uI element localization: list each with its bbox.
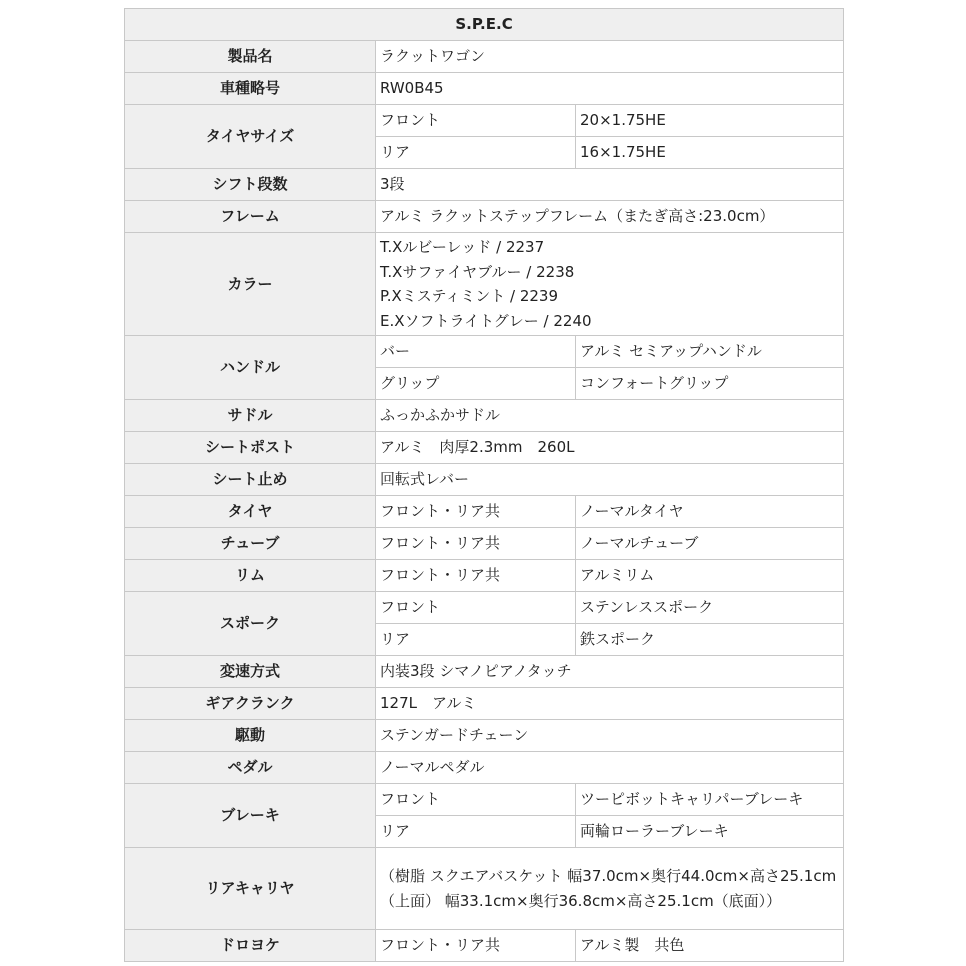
tire-size-label: タイヤサイズ xyxy=(125,105,376,169)
rim-position: フロント・リア共 xyxy=(376,560,576,592)
tire-size-front-label: フロント xyxy=(376,105,576,137)
mudguard-position: フロント・リア共 xyxy=(376,930,576,962)
crank-value: 127L アルミ xyxy=(376,688,844,720)
pedal-label: ペダル xyxy=(125,752,376,784)
gear-system-label: 変速方式 xyxy=(125,656,376,688)
table-row xyxy=(125,400,844,432)
tire-size-rear-value: 16×1.75HE xyxy=(576,137,844,169)
product-name-label: 製品名 xyxy=(125,41,376,73)
tire-size-front-value: 20×1.75HE xyxy=(576,105,844,137)
seat-clamp-label: シート止め xyxy=(125,464,376,496)
table-row xyxy=(125,720,844,752)
table-row xyxy=(125,496,844,528)
table-row xyxy=(125,592,844,624)
brake-label: ブレーキ xyxy=(125,784,376,848)
table-row xyxy=(125,41,844,73)
brake-rear-value: 両輪ローラーブレーキ xyxy=(576,816,844,848)
table-title: S.P.E.C xyxy=(125,9,844,41)
brake-front-value: ツーピボットキャリパーブレーキ xyxy=(576,784,844,816)
shift-label: シフト段数 xyxy=(125,169,376,201)
tire-label: タイヤ xyxy=(125,496,376,528)
spoke-label: スポーク xyxy=(125,592,376,656)
table-row xyxy=(125,336,844,368)
handle-label: ハンドル xyxy=(125,336,376,400)
model-code-label: 車種略号 xyxy=(125,73,376,105)
table-row xyxy=(125,73,844,105)
spoke-rear-label: リア xyxy=(376,624,576,656)
drive-value: ステンガードチェーン xyxy=(376,720,844,752)
seatpost-value: アルミ 肉厚2.3mm 260L xyxy=(376,432,844,464)
rear-carrier-label: リアキャリヤ xyxy=(125,848,376,930)
handle-grip-label: グリップ xyxy=(376,368,576,400)
saddle-label: サドル xyxy=(125,400,376,432)
brake-front-label: フロント xyxy=(376,784,576,816)
tube-position: フロント・リア共 xyxy=(376,528,576,560)
table-row xyxy=(125,201,844,233)
table-row xyxy=(125,464,844,496)
rim-label: リム xyxy=(125,560,376,592)
mudguard-value: アルミ製 共色 xyxy=(576,930,844,962)
tube-label: チューブ xyxy=(125,528,376,560)
spoke-rear-value: 鉄スポーク xyxy=(576,624,844,656)
handle-bar-label: バー xyxy=(376,336,576,368)
table-row xyxy=(125,656,844,688)
saddle-value: ふっかふかサドル xyxy=(376,400,844,432)
crank-label: ギアクランク xyxy=(125,688,376,720)
brake-rear-label: リア xyxy=(376,816,576,848)
pedal-value: ノーマルペダル xyxy=(376,752,844,784)
color-option: P.Xミスティミント / 2239 xyxy=(380,287,559,305)
frame-label: フレーム xyxy=(125,201,376,233)
handle-bar-value: アルミ セミアップハンドル xyxy=(576,336,844,368)
color-option: E.Xソフトライトグレー / 2240 xyxy=(380,311,592,330)
table-row xyxy=(125,560,844,592)
table-row xyxy=(125,528,844,560)
tire-size-rear-label: リア xyxy=(376,137,576,169)
tube-value: ノーマルチューブ xyxy=(576,528,844,560)
color-label: カラー xyxy=(125,233,376,336)
rear-carrier-value: （樹脂 スクエアバスケット 幅37.0cm×奥行44.0cm×高さ25.1cm（上面） 幅33.1cm×奥行36.8cm×高さ25.1cm（底面）） xyxy=(376,848,844,930)
seat-clamp-value: 回転式レバー xyxy=(376,464,844,496)
product-name-value: ラクットワゴン xyxy=(376,41,844,73)
gear-system-value: 内装3段 シマノピアノタッチ xyxy=(376,656,844,688)
color-values xyxy=(376,233,844,336)
table-row xyxy=(125,688,844,720)
shift-value: 3段 xyxy=(376,169,844,201)
color-option: T.Xサファイヤブルー / 2238 xyxy=(380,262,575,281)
seatpost-label: シートポスト xyxy=(125,432,376,464)
tire-value: ノーマルタイヤ xyxy=(576,496,844,528)
table-row xyxy=(125,752,844,784)
model-code-value: RW0B45 xyxy=(376,73,844,105)
table-row xyxy=(125,432,844,464)
spoke-front-value: ステンレススポーク xyxy=(576,592,844,624)
table-row xyxy=(125,105,844,137)
color-option: T.Xルビーレッド / 2237 xyxy=(380,238,545,256)
spoke-front-label: フロント xyxy=(376,592,576,624)
handle-grip-value: コンフォートグリップ xyxy=(576,368,844,400)
tire-position: フロント・リア共 xyxy=(376,496,576,528)
table-row xyxy=(125,930,844,962)
table-row xyxy=(125,784,844,816)
mudguard-label: ドロヨケ xyxy=(125,930,376,962)
table-row xyxy=(125,169,844,201)
spec-table xyxy=(124,8,844,962)
frame-value: アルミ ラクットステップフレーム（またぎ高さ:23.0cm） xyxy=(376,201,844,233)
drive-label: 駆動 xyxy=(125,720,376,752)
table-row xyxy=(125,233,844,336)
table-row xyxy=(125,848,844,930)
rim-value: アルミリム xyxy=(576,560,844,592)
